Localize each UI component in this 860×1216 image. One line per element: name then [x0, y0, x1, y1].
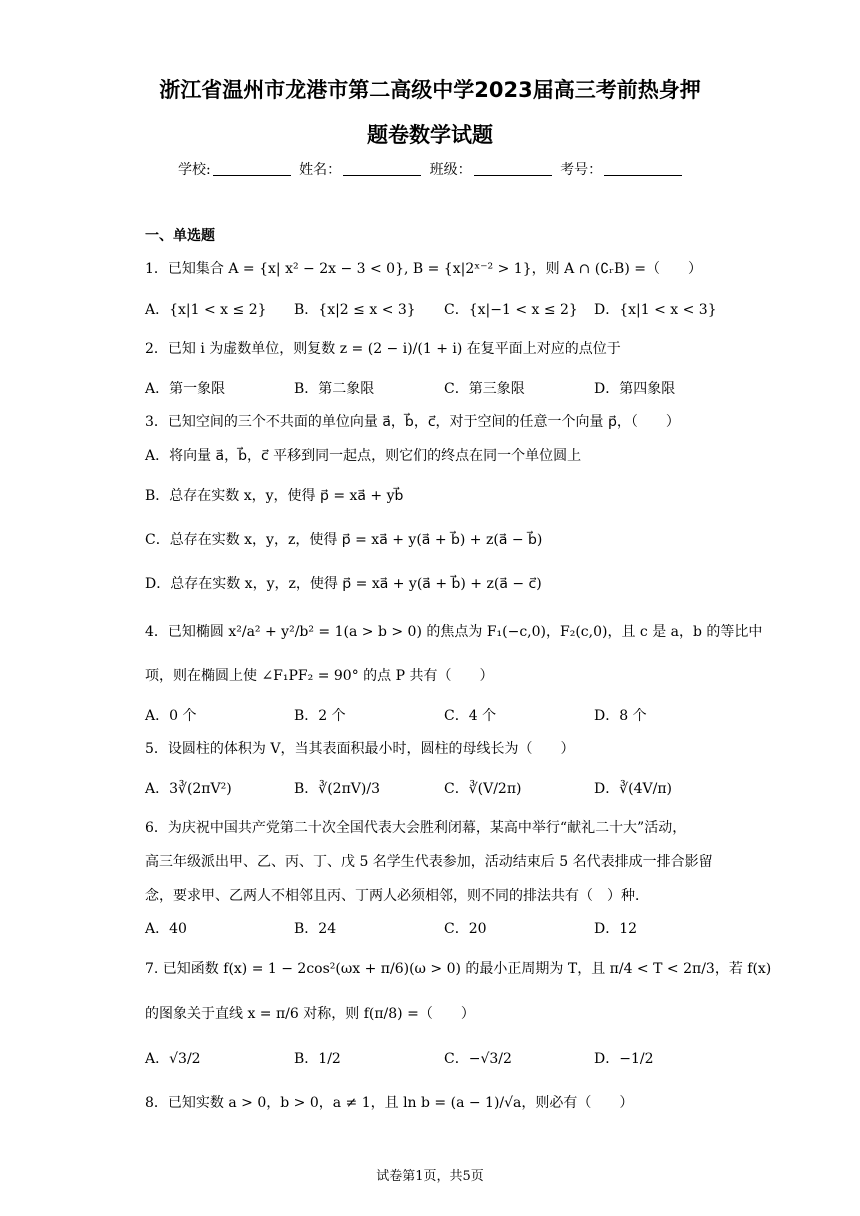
q3-option-b: B．总存在实数 x，y，使得 p⃗ = xa⃗ + yb⃗ [145, 488, 404, 504]
q3-option-a: A．将向量 a⃗，b⃗，c⃗ 平移到同一起点，则它们的终点在同一个单位圆上 [145, 448, 582, 464]
q1-option-a: A．{x|1 < x ≤ 2} [145, 302, 267, 318]
q6-option-b: B．24 [294, 921, 337, 937]
q7-option-a: A．√3/2 [145, 1051, 201, 1067]
q2-option-b: B．第二象限 [294, 381, 375, 397]
question-4-line-2: 项，则在椭圆上使 ∠F₁PF₂ = 90° 的点 P 共有（ ） [145, 668, 494, 684]
question-3: 3．已知空间的三个不共面的单位向量 a⃗，b⃗，c⃗，对于空间的任意一个向量 p⃗，（ ） [145, 414, 680, 430]
question-8: 8．已知实数 a > 0，b > 0，a ≠ 1，且 ln b = (a − 1)/√a，则必有（ ） [145, 1095, 634, 1111]
exam-number-label: 考号： [560, 162, 603, 178]
q2-option-a: A．第一象限 [145, 381, 226, 397]
class-label: 班级： [429, 162, 472, 178]
class-blank[interactable] [474, 175, 552, 176]
question-7-line-2: 的图象关于直线 x = π/6 对称，则 f(π/8) =（ ） [145, 1006, 475, 1022]
q5-option-d: D．∛(4V/π) [594, 781, 673, 797]
q1-option-c: C．{x|−1 < x ≤ 2} [444, 302, 578, 318]
question-6-line-3: 念，要求甲、乙两人不相邻且丙、丁两人必须相邻，则不同的排法共有（ ）种． [145, 888, 649, 904]
name-blank[interactable] [343, 175, 421, 176]
question-1: 1．已知集合 A = {x| x² − 2x − 3 < 0}, B = {x|2ˣ⁻² > 1}，则 A ∩ (∁ᵣB) =（ ） [145, 261, 702, 277]
question-6-line-1: 6．为庆祝中国共产党第二十次全国代表大会胜利闭幕，某高中举行“献礼二十大”活动， [145, 820, 687, 836]
q4-option-b: B．2 个 [294, 708, 346, 724]
exam-number-blank[interactable] [604, 175, 682, 176]
q7-option-d: D．−1/2 [594, 1051, 654, 1067]
school-blank[interactable] [213, 175, 291, 176]
question-5: 5．设圆柱的体积为 V，当其表面积最小时，圆柱的母线长为（ ） [145, 741, 575, 757]
q5-option-b: B．∛(2πV)/3 [294, 781, 380, 797]
student-info-row [178, 159, 686, 179]
q7-option-b: B．1/2 [294, 1051, 341, 1067]
exam-title-line-2: 题卷数学试题 [367, 123, 493, 147]
question-6-line-2: 高三年级派出甲、乙、丙、丁、戊 5 名学生代表参加，活动结束后 5 名代表排成一排合影留 [145, 854, 713, 870]
page-footer: 试卷第1页，共5页 [376, 1169, 484, 1184]
q5-option-a: A．3∛(2πV²) [145, 781, 232, 797]
q5-option-c: C．∛(V/2π) [444, 781, 522, 797]
q6-option-d: D．12 [594, 921, 638, 937]
q2-option-c: C．第三象限 [444, 381, 525, 397]
question-7-line-1: 7. 已知函数 f(x) = 1 − 2cos²(ωx + π/6)(ω > 0) 的最小正周期为 T，且 π/4 < T < 2π/3，若 f(x) [145, 961, 772, 977]
q1-option-d: D．{x|1 < x < 3} [594, 302, 717, 318]
name-label: 姓名： [299, 162, 342, 178]
q3-option-c: C．总存在实数 x，y，z，使得 p⃗ = xa⃗ + y(a⃗ + b⃗) + z(a⃗ − b⃗) [145, 532, 543, 548]
school-label: 学校: [178, 162, 211, 178]
q4-option-a: A．0 个 [145, 708, 197, 724]
q4-option-d: D．8 个 [594, 708, 647, 724]
question-2: 2．已知 i 为虚数单位，则复数 z = (2 − i)/(1 + i) 在复平面上对应的点位于 [145, 341, 621, 357]
q6-option-c: C．20 [444, 921, 487, 937]
q1-option-b: B．{x|2 ≤ x < 3} [294, 302, 416, 318]
q4-option-c: C．4 个 [444, 708, 497, 724]
q3-option-d: D．总存在实数 x，y，z，使得 p⃗ = xa⃗ + y(a⃗ + b⃗) + z(a⃗ − c⃗) [145, 576, 542, 592]
q6-option-a: A．40 [145, 921, 187, 937]
q7-option-c: C．−√3/2 [444, 1051, 512, 1067]
section-title: 一、单选题 [145, 228, 215, 244]
question-4-line-1: 4．已知椭圆 x²/a² + y²/b² = 1(a > b > 0) 的焦点为 F₁(−c,0)，F₂(c,0)，且 c 是 a，b 的等比中 [145, 624, 763, 640]
q2-option-d: D．第四象限 [594, 381, 676, 397]
exam-title-line-1: 浙江省温州市龙港市第二高级中学2023届高三考前热身押 [159, 78, 701, 102]
